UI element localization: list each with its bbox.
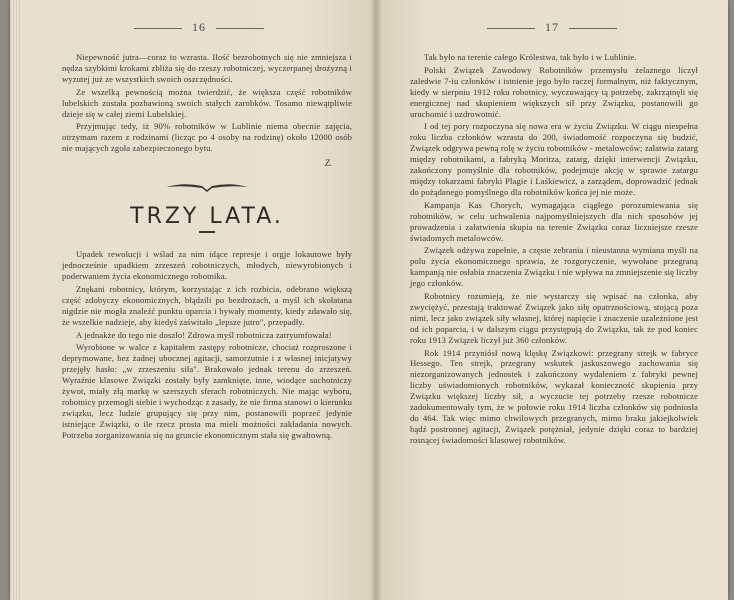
paragraph: A jednakże do tego nie doszło! Zdrowa myśl robotnicza zatryumfowała! [76, 329, 332, 340]
paragraph: Związek odżywa zupełnie, a częste zebrania i nieustanna wymiana myśli na polu życia ekonomicznego sprawia, że rozgoryczenie, wywołane przegraną kampanją nie osłabia znaczenia Związku i nie wpływa na zmniejszenie się liczby jego członków. [410, 245, 698, 289]
paragraph: Znękani robotnicy, którym, korzystając z ich rozbicia, odebrano większą część zdobyczy ekonomicznych, błądzili po bezdrożach, a myśl ich skołatana nigdzie nie mogła znaleźć punktu oparcia i bywały momenty, kiedy zdawało się, że wszelkie nadzieje, aby kiedyś zaświtało „lepsze jutro", przepadły. [62, 283, 352, 327]
paragraph: Rok 1914 przyniósł nową klęskę Związkowi: przegrany strejk w fabryce Hessego. Ten strejk, przegrany wskutek jaskuszowego zachowania się niezorganizowanych jednostek i zakończony wydaleniem z fabryki pewnej liczby uświadomionych robotników, wykazał konieczność skupienia przy Związku większej liczby sił, a wyczucie tej potrzeby rzesze robotnicze zadokumentowały tym, że w połowie roku 1914 liczba członków się podniosła do 464. Tak więc mimo chwilowych przegranych, mimo braku jakiejkolwiek bądź postronnej agitacji, Związek potężniał, jedynie dzięki coraz to bardziej rosnącej świadomości klasowej robotników. [410, 347, 698, 445]
page-number-text: 17 [545, 20, 559, 34]
page-number-left [22, 20, 376, 35]
paragraph: Niepewność jutra—coraz to wzrasta. Ilość bezrobotnych się nie zmniejsza i nędza szybkimi krokami zbliża się do rzeszy robotniczej, wyczerpanej drożyzną i wyzutej już ze wszystkich swoich oszczędności. [62, 52, 352, 84]
author-signoff: Z. [324, 158, 332, 169]
ornament-divider [62, 180, 352, 194]
page-number-rule [487, 28, 535, 29]
page-number-rule [216, 28, 264, 29]
page-number-rule [134, 28, 182, 29]
book-gutter [370, 0, 382, 600]
left-page [22, 0, 376, 600]
paragraph: Przyjmując tedy, iż 90% robotników w Lublinie niema obecnie zajęcia, otrzymam razem z rodzinami (licząc po 4 osoby na rodzinę) około 12000 osób nie mających zgoła zabezpieczonego bytu. [62, 121, 352, 154]
paragraph: Ze wszelką pewnością można twierdzić, że większa część robotników lubelskich została pozbawioną swoich stałych zarobków. Tosamo niewątpliwie dzieje się w całej ziemi Lubelskiej. [62, 86, 352, 119]
paragraph: Tak było na terenie całego Królestwa, tak było i w Lublinie. [424, 52, 637, 62]
page-number-rule [569, 28, 617, 29]
page-number-right [376, 20, 728, 35]
right-page [376, 0, 728, 600]
page-number-text: 16 [192, 20, 206, 34]
paragraph: I od tej pory rozpoczyna się nowa era w życiu Związku. W ciągu niespełna roku liczba członków wzrasta do 200, świadomość rozpoczyna się budzić, Związek odgrywa pewną rolę w życiu robotników - metalowców; załatwia zatarg między robotnikami, a fabryką Moritza, zatarg, dzięki interwencji Związku, zakończony pomyślnie dla robotników, podejmuje akcję w sprawie zatargu między tokarzami fabryki Plagie i Laśkiewicz, a zarządem, doprowadzić jednak do pożądanego pomyślnego dla robotników końca jej nie może. [410, 121, 698, 197]
article-title: TRZY LATA. [130, 204, 284, 230]
book-spread [10, 0, 728, 600]
paragraph: Kampanja Kas Chorych, wymagająca ciągłego porozumiewania się robotników, w celu uchwalenia najpomyślniejszych dla nich sposobów jej prowadzenia i załatwienia skupia na terenie Związku coraz liczniejsze rzesze świadomych metalowców. [410, 199, 698, 243]
paragraph: Polski Związek Zawodowy Robotników przemysłu żelaznego liczył zaledwie 7-iu członków i istnienie jego było raczej formalnym, niż faktycznym, kiedy w sierpniu 1912 roku robotnicy, wyczuwający tą potrzebę, zakrzątnęli się energicznej nad skupieniem większych sił przy Związku, postanowili go uruchomić i uzdrowotnić. [410, 64, 698, 119]
paragraph: Wyrobione w walce z kapitałem zastępy robotnicze, chociaż rozproszone i deprymowane, bez żadnej ubocznej agitacji, samorzutnie i z własnej inicjatywy przejęły hasło: „w zrzeszeniu siła". Brakowało jednak terenu do zrzeszeń. Wyraźnie klasowe Związki zostały były zamknięte, inne, wiodące suchotniczy żywot, miały złą markę w szerszych sferach robotniczych. Nie mając wyboru, robotnicy przemogli siebie i wychodząc z zasady, że nie firma stanowi o kierunku związku, lecz ludzie grupujący się przy nim, postanowili poprzeć jedynie istniejące Związki, o ile rzecz prosta ma mieli możności zakładania nowych. Potrzeba zorganizowania się na gruncie ekonomicznym stała się gwałtowną. [62, 342, 352, 440]
paragraph: Upadek rewolucji i wślad za nim idące represje i orgje lokautowe były jednocześnie upadkiem zrzeszeń robotniczych, młodych, niewyrobionych i poderwaniem życia ekonomicznego robotnika. [62, 249, 352, 281]
paragraph: Robotnicy rozumieją, że nie wystarczy się wpisać na członka, aby zwyciężyć, przestają traktować Związek jako siłę opatrznościową, stojącą poza nimi, lecz jako związek siły własnej, której napięcie i znaczenie uzależnione jest od ich poparcia, i w dalszym ciągu przystępują do Związku, tak że pod koniec roku 1913 Związek liczył już 360 członków. [410, 291, 698, 345]
title-underline [199, 231, 215, 233]
page-edges [10, 0, 22, 600]
